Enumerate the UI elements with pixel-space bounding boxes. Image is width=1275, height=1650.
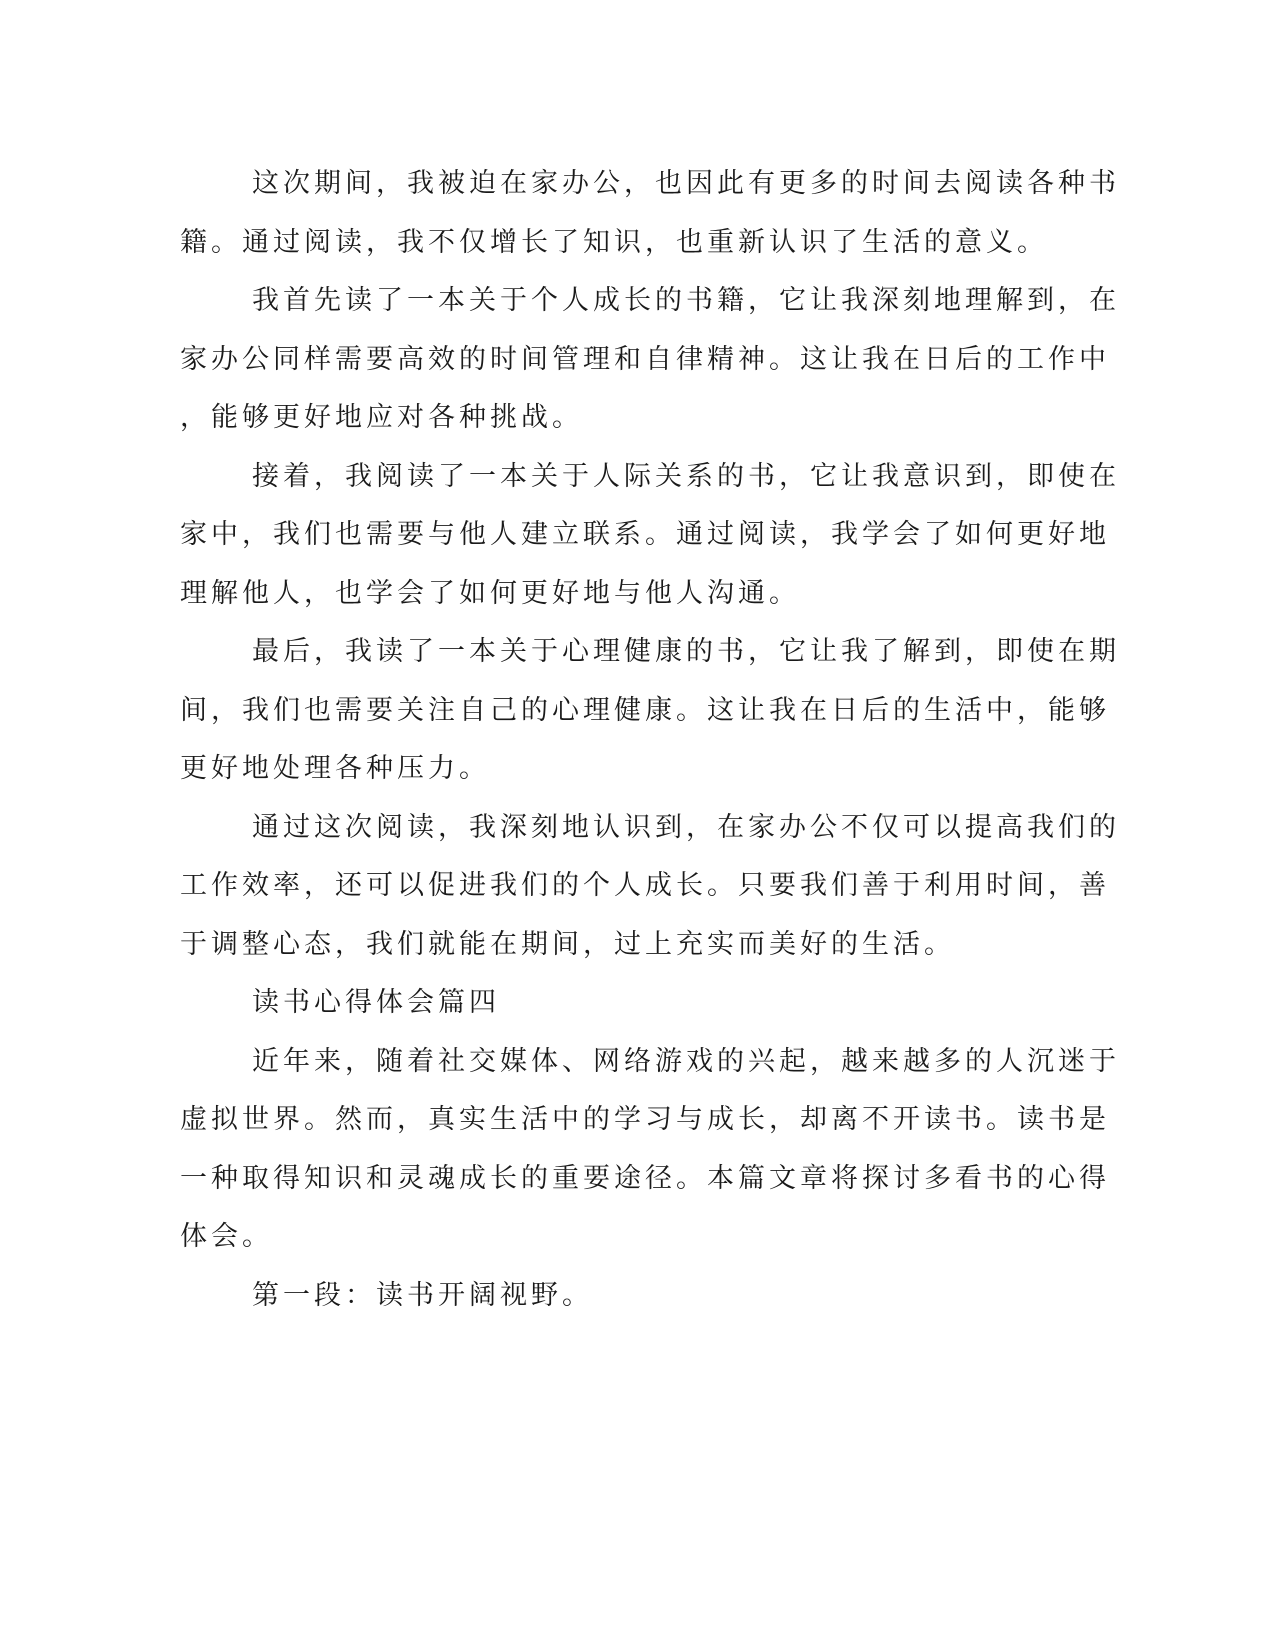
- text-line: 虚拟世界。然而，真实生活中的学习与成长，却离不开读书。读书是: [180, 1104, 1110, 1135]
- text-line: 这次期间，我被迫在家办公，也因此有更多的时间去阅读各种书: [252, 168, 1120, 199]
- text-line: 家中，我们也需要与他人建立联系。通过阅读，我学会了如何更好地: [180, 519, 1110, 550]
- text-line: 一种取得知识和灵魂成长的重要途径。本篇文章将探讨多看书的心得: [180, 1162, 1110, 1194]
- section-heading: 读书心得体会篇四: [252, 987, 500, 1018]
- text-line: 间，我们也需要关注自己的心理健康。这让我在日后的生活中，能够: [180, 694, 1110, 726]
- text-line: 第一段：读书开阔视野。: [252, 1279, 593, 1311]
- text-line: 我首先读了一本关于个人成长的书籍，它让我深刻地理解到，在: [252, 285, 1120, 316]
- text-line: 于调整心态，我们就能在期间，过上充实而美好的生活。: [180, 928, 955, 960]
- text-line: 家办公同样需要高效的时间管理和自律精神。这让我在日后的工作中: [180, 343, 1110, 375]
- text-line: 通过这次阅读，我深刻地认识到，在家办公不仅可以提高我们的: [252, 811, 1120, 843]
- text-line: 籍。通过阅读，我不仅增长了知识，也重新认识了生活的意义。: [180, 226, 1048, 258]
- text-line: 最后，我读了一本关于心理健康的书，它让我了解到，即使在期: [252, 636, 1120, 667]
- text-line: 理解他人，也学会了如何更好地与他人沟通。: [180, 577, 800, 609]
- document-body: [180, 155, 1120, 1325]
- text-line: 近年来，随着社交媒体、网络游戏的兴起，越来越多的人沉迷于: [252, 1045, 1120, 1077]
- text-line: 工作效率，还可以促进我们的个人成长。只要我们善于利用时间，善: [180, 870, 1110, 901]
- text-line: 体会。: [180, 1221, 273, 1252]
- text-line: ，能够更好地应对各种挑战。: [180, 402, 583, 433]
- text-line: 接着，我阅读了一本关于人际关系的书，它让我意识到，即使在: [252, 460, 1120, 492]
- text-line: 更好地处理各种压力。: [180, 753, 490, 784]
